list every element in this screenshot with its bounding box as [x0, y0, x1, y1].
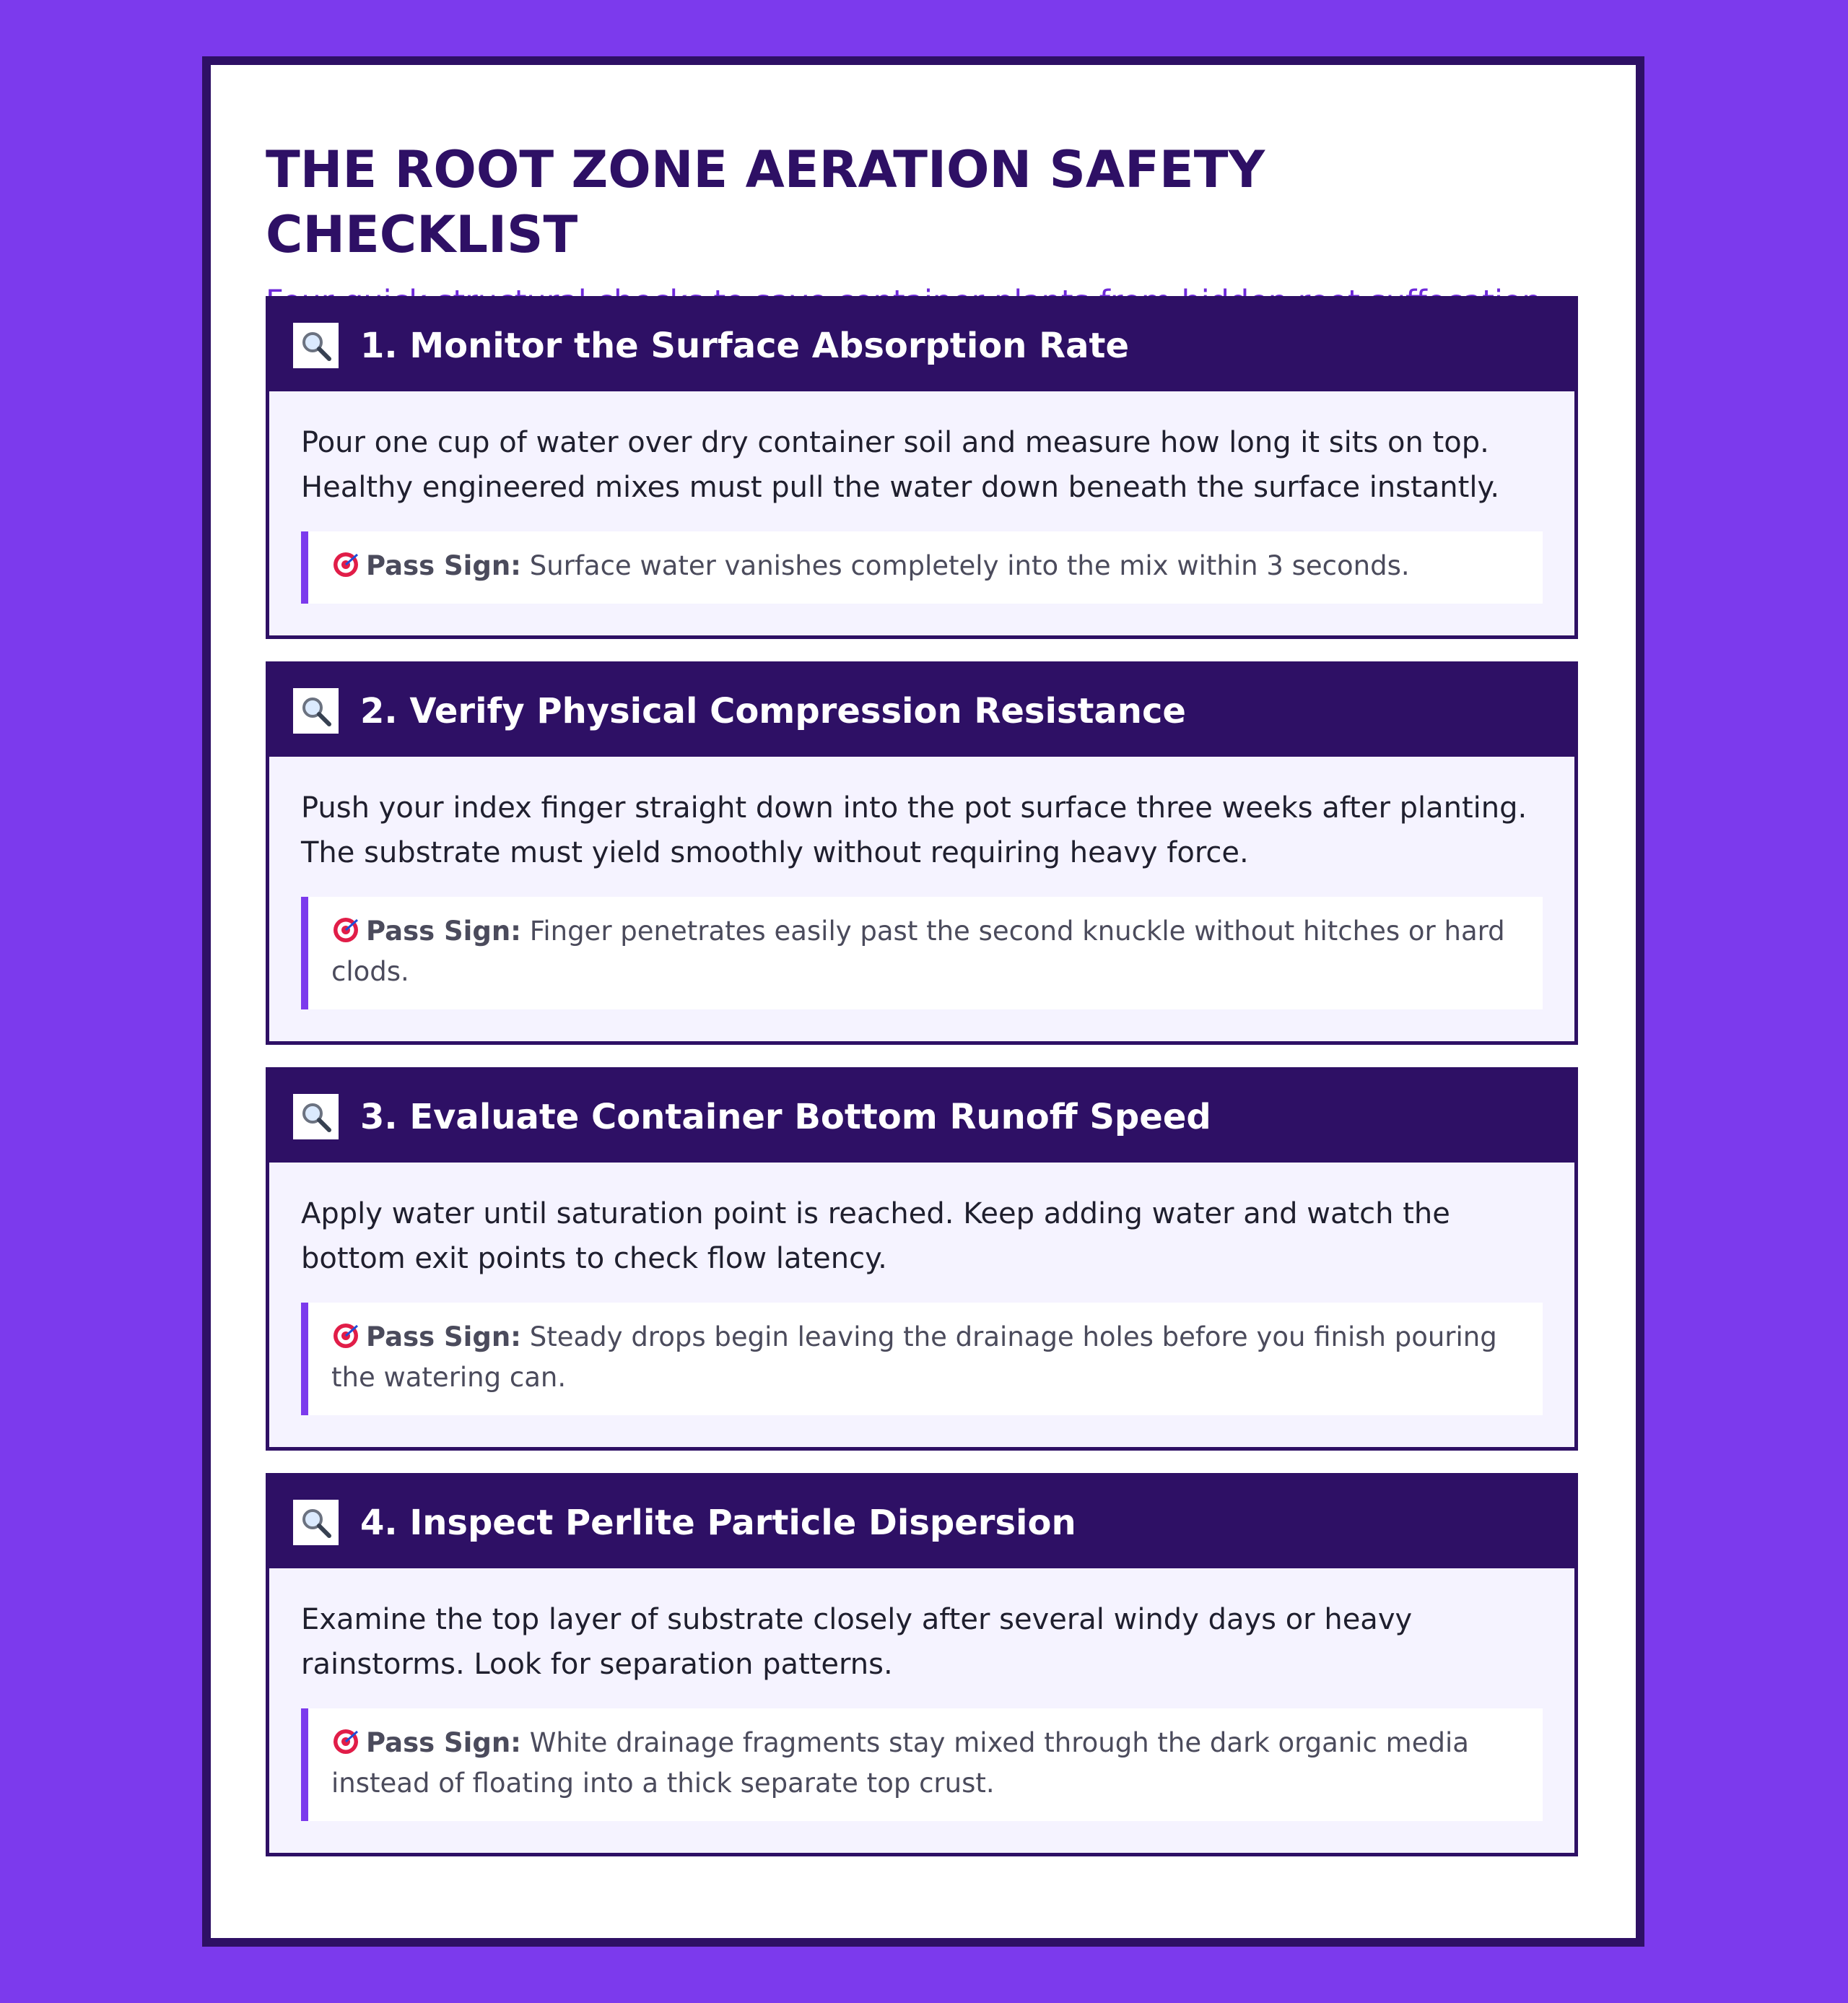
- check-description: Pour one cup of water over dry container soil and measure how long it sits on top. Healthy engineered mixes must pull the water down beneath the surface instantly.: [301, 426, 1500, 504]
- check-body: [269, 1568, 1574, 1853]
- magnifier-icon: [293, 1500, 339, 1545]
- target-icon: [331, 550, 360, 579]
- check-header: [269, 1477, 1574, 1568]
- check-body: [269, 1163, 1574, 1447]
- pass-sign-box: [301, 1708, 1543, 1821]
- pass-sign-label: Pass Sign:: [366, 1321, 521, 1352]
- pass-sign-label: Pass Sign:: [366, 1727, 521, 1758]
- pass-sign-text: Finger penetrates easily past the second knuckle without hitches or hard clods.: [331, 916, 1505, 987]
- pass-sign-text: Steady drops begin leaving the drainage holes before you finish pouring the watering can.: [331, 1321, 1497, 1393]
- check-item-3: [266, 1067, 1578, 1451]
- pass-sign-box: [301, 1303, 1543, 1415]
- pass-sign-box: [301, 531, 1543, 604]
- check-title: 1. Monitor the Surface Absorption Rate: [360, 325, 1129, 366]
- check-header: [269, 300, 1574, 391]
- pass-sign-label: Pass Sign:: [366, 550, 521, 581]
- pass-sign-text: Surface water vanishes completely into the mix within 3 seconds.: [520, 550, 1410, 581]
- target-icon: [331, 1727, 360, 1756]
- page-title: THE ROOT ZONE AERATION SAFETY CHECKLIST: [266, 140, 1265, 264]
- magnifier-icon: [293, 688, 339, 734]
- check-body: [269, 757, 1574, 1041]
- check-body: [269, 391, 1574, 635]
- check-description: Push your index finger straight down into the pot surface three weeks after planting. The substrate must yield smoothly without requiring heavy force.: [301, 791, 1527, 869]
- check-title: 3. Evaluate Container Bottom Runoff Speed: [360, 1096, 1211, 1137]
- pass-sign-label: Pass Sign:: [366, 916, 521, 947]
- pass-sign-text: White drainage fragments stay mixed through the dark organic media instead of floating into a thick separate top crust.: [331, 1727, 1469, 1799]
- check-description: Examine the top layer of substrate closely after several windy days or heavy rainstorms. Look for separation patterns.: [301, 1603, 1413, 1681]
- check-item-4: [266, 1473, 1578, 1856]
- check-header: [269, 665, 1574, 757]
- check-title: 4. Inspect Perlite Particle Dispersion: [360, 1502, 1076, 1543]
- check-item-2: [266, 661, 1578, 1045]
- pass-sign-box: [301, 897, 1543, 1009]
- check-title: 2. Verify Physical Compression Resistance: [360, 690, 1186, 731]
- target-icon: [331, 1321, 360, 1350]
- checklist-card: [202, 56, 1644, 1947]
- check-description: Apply water until saturation point is reached. Keep adding water and watch the bottom exit points to check flow latency.: [301, 1197, 1450, 1275]
- check-item-1: [266, 296, 1578, 639]
- target-icon: [331, 916, 360, 944]
- check-header: [269, 1071, 1574, 1163]
- magnifier-icon: [293, 1094, 339, 1139]
- magnifier-icon: [293, 323, 339, 368]
